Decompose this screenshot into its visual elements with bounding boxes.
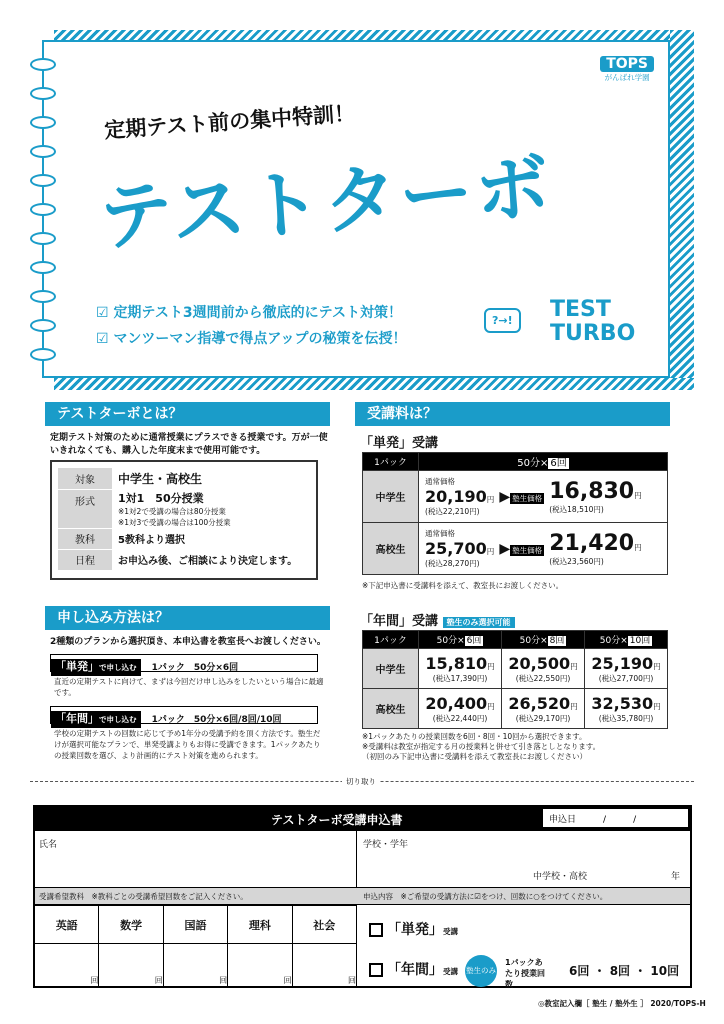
apply-intro: 2種類のプランから選択頂き、本申込書を教室長へお渡しください。 (50, 637, 326, 647)
form-title: テストターボ受講申込書 申込日 / / (35, 807, 690, 831)
name-field[interactable] (39, 851, 351, 881)
check-icon: ☑ (96, 305, 109, 321)
subject-table (34, 905, 357, 987)
plan-single-box: 「単発」で申し込む 1パック 50分×6回 (50, 654, 318, 672)
count-field[interactable]: 回 (35, 944, 99, 987)
spiral-ring-icon (30, 348, 56, 361)
grade-unit[interactable]: 年 (671, 872, 681, 882)
spiral-ring-icon (30, 58, 56, 71)
plan-annual-box: 「年間」で申し込む 1パック 50分×6回/8回/10回 (50, 706, 318, 724)
hatch-right (670, 30, 694, 390)
info-row: 日程 お申込み後、ご相談により決定します。 (58, 549, 310, 570)
main-title: テストターボ (95, 144, 554, 262)
info-row: 対象 中学生・高校生 (58, 468, 310, 489)
subject-social: 社会 (292, 906, 356, 944)
about-desc: 定期テスト対策のために通常授業にプラスできる授業です。万が一使いきれなくても、購入した年度末まで使用可能です。 (50, 433, 328, 456)
spiral-ring-icon (30, 290, 56, 303)
checkbox-icon (369, 963, 383, 977)
option-annual[interactable]: 「年間」受講 (369, 959, 458, 979)
spiral-ring-icon (30, 174, 56, 187)
apply-heading: 申し込み方法は？ (45, 606, 330, 630)
about-heading: テストターボとは？ (45, 402, 330, 426)
school-label: 学校・学年 (363, 840, 409, 850)
desk-icon: ?→! (484, 308, 521, 333)
spiral-ring-icon (30, 261, 56, 274)
info-row: 形式 1対1 50分授業 ※1対2で受講の場合は80分授業 ※1対3で受講の場合は100分授業 (58, 489, 310, 528)
test-turbo-badge: TEST TURBO (550, 297, 636, 346)
spiral-ring-icon (30, 87, 56, 100)
footer: ◎教室記入欄［ 塾生 / 塾外生 ］ 2020/TOPS-H (538, 999, 706, 1008)
single-note: ※下記申込書に受講料を添えて、教室長にお渡しください。 (362, 581, 564, 590)
about-info-box (50, 460, 318, 580)
hero-points: ☑ 定期テスト3週間前から徹底的にテスト対策！ ☑ マンツーマン指導で得点アップの秘策を伝授！ (96, 305, 407, 347)
annual-price-table: 1パック 50分× 6回 50分× 8回 50分× 10回 中学生 15,810円 (税込17,390円) 20,500円 (税込22,550円) 25,190円 (税込27,700円) 高校生 20,400円 (税込22,440円) 26,520円 (税込29,170円) 32,530円 (税込35,780円) (362, 630, 668, 729)
option-single[interactable]: 「単発」受講 (369, 919, 458, 939)
check-icon: ☑ (96, 331, 109, 347)
count-field[interactable]: 回 (292, 944, 356, 987)
single-price-table: 1パック 50分× 6回 中学生 通常価格 20,190円 (税込22,210円) ▶ 塾生価格 16,830円 (税込18,510円) 高校生 通常価格 25,700円 (税込28,270円) ▶ 塾生価格 21,420円 (税込23,560円) (362, 452, 668, 575)
member-only-badge: 塾生のみ (465, 955, 497, 987)
subject-english: 英語 (35, 906, 99, 944)
single-label: 「単発」受講 (360, 436, 439, 451)
count-options[interactable]: 6回 ・ 8回 ・ 10回 (569, 964, 680, 978)
spiral-ring-icon (30, 116, 56, 129)
checkbox-icon (369, 923, 383, 937)
name-label: 氏名 (39, 840, 58, 850)
spiral-ring-icon (30, 145, 56, 158)
application-form (33, 805, 692, 988)
tops-logo: TOPS がんばれ学園 (600, 56, 654, 83)
divider (356, 905, 357, 986)
annual-notes: ※1パックあたりの授業回数を6回・8回・10回から選択できます。 ※受講料は教室が指定する月の授業料と併せて引き落としとなります。 （初回のみ下記申込書に受講料を添えて教室長にお渡しください） (362, 732, 601, 761)
subject-math: 数学 (99, 906, 163, 944)
spiral-ring-icon (30, 319, 56, 332)
subject-science: 理科 (228, 906, 292, 944)
spiral-ring-icon (30, 232, 56, 245)
form-subheader: 受講希望教科 ※教科ごとの受講希望回数をご記入ください。 申込内容 ※ご希望の受講方法に☑をつけ、回数に○をつけてください。 (35, 887, 690, 905)
spiral-ring-icon (30, 203, 56, 216)
count-field[interactable]: 回 (99, 944, 163, 987)
subject-japanese: 国語 (163, 906, 227, 944)
cut-label: 切り取り (342, 776, 380, 787)
tagline: 定期テスト前の集中特訓！ (103, 101, 356, 143)
count-field[interactable]: 回 (228, 944, 292, 987)
annual-label: 「年間」受講 塾生のみ選択可能 (360, 610, 515, 629)
plan-single-desc: 直近の定期テストに向けて、まずは今回だけ申し込みをしたいという場合に最適です。 (54, 677, 324, 697)
hero-panel (42, 40, 670, 378)
per-pack-label: 1パックあたり授業回数 (505, 958, 545, 989)
date-field[interactable]: 申込日 / / (543, 809, 688, 827)
count-field[interactable]: 回 (163, 944, 227, 987)
fees-heading: 受講料は？ (355, 402, 670, 426)
hatch-bottom (54, 378, 694, 390)
plan-annual-desc: 学校の定期テストの回数に応じて予め1年分の受講予約を頂く方法です。塾生だけが選択可能なプランで、単発受講よりもお得に受講できます。1パックあたりの授業回数を選び、より計画的にテスト対策を進められます。 (54, 729, 321, 760)
school-type[interactable]: 中学校・高校 (533, 872, 588, 882)
divider (356, 831, 357, 887)
info-row: 教科 5教科より選択 (58, 528, 310, 549)
